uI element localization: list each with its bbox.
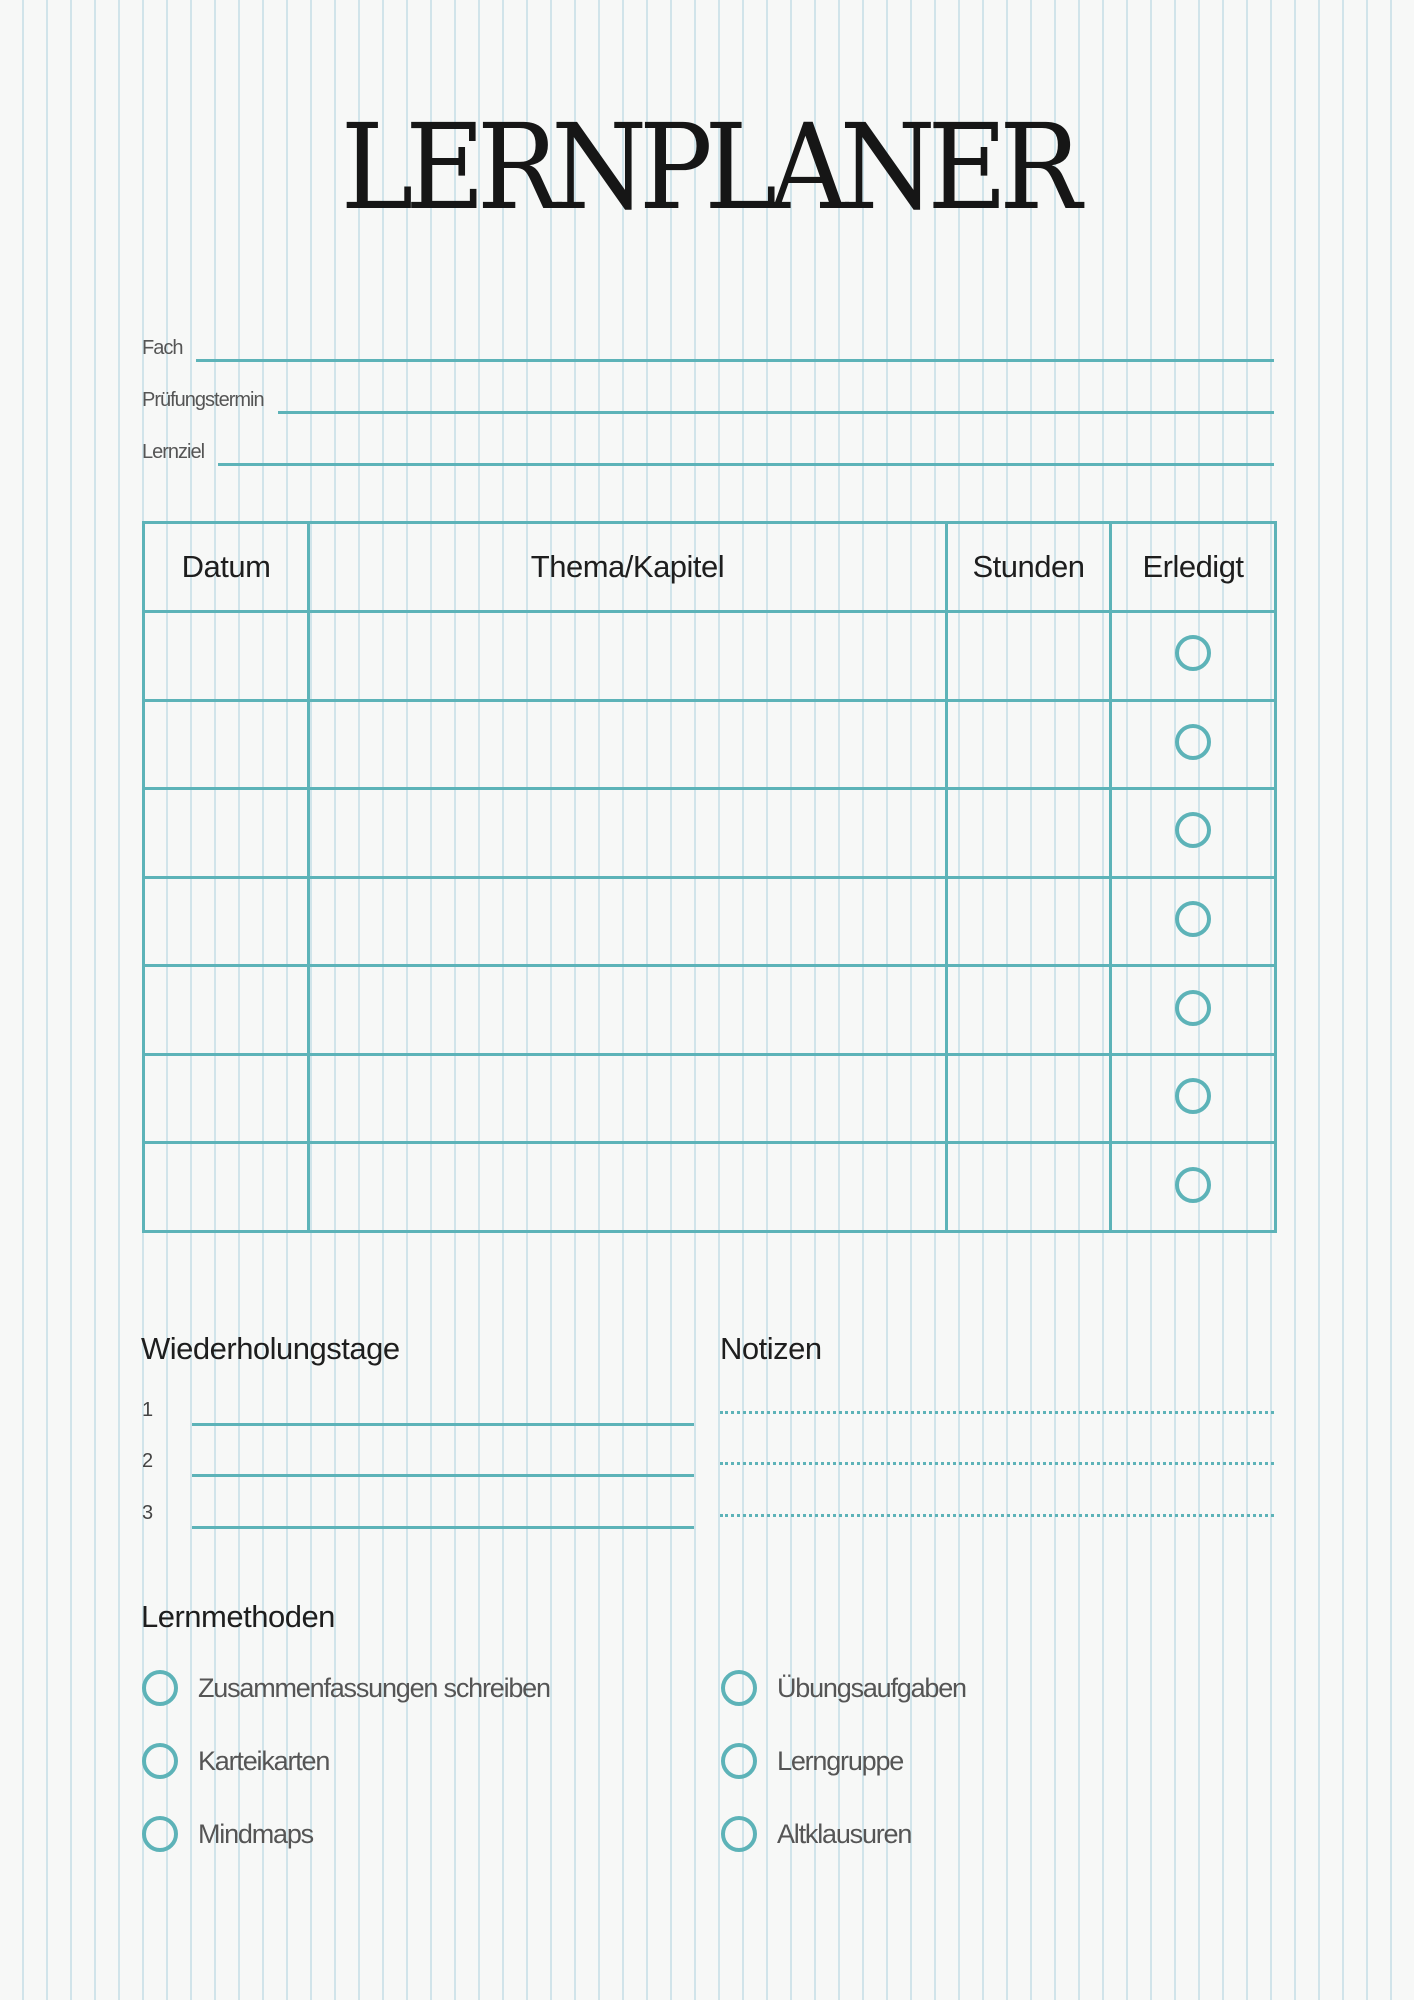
header-datum: Datum	[144, 523, 309, 612]
table-row	[144, 1143, 1276, 1232]
hours-cell[interactable]	[947, 966, 1111, 1055]
page-title: LERNPLANER	[340, 98, 1074, 236]
repetition-number: 2	[142, 1450, 154, 1472]
field-lernziel[interactable]	[142, 432, 1274, 462]
date-cell[interactable]	[144, 612, 309, 701]
hours-cell[interactable]	[947, 700, 1111, 789]
method-checkbox[interactable]	[142, 1670, 178, 1706]
methods-title: Lernmethoden	[141, 1599, 335, 1634]
date-cell[interactable]	[144, 1143, 309, 1232]
field-label: Fach	[142, 337, 183, 359]
method-item[interactable]	[142, 1741, 329, 1781]
topic-cell[interactable]	[309, 966, 947, 1055]
topic-cell[interactable]	[309, 1143, 947, 1232]
header-stunden: Stunden	[947, 523, 1111, 612]
method-label: Karteikarten	[198, 1745, 330, 1776]
notes-line[interactable]	[720, 1514, 1274, 1517]
hours-cell[interactable]	[947, 877, 1111, 966]
method-checkbox[interactable]	[721, 1670, 757, 1706]
date-cell[interactable]	[144, 966, 309, 1055]
method-label: Zusammenfassungen schreiben	[198, 1672, 550, 1703]
table-row	[144, 1054, 1276, 1143]
method-checkbox[interactable]	[142, 1816, 178, 1852]
done-cell	[1111, 700, 1276, 789]
done-cell	[1111, 1054, 1276, 1143]
date-cell[interactable]	[144, 877, 309, 966]
done-checkbox[interactable]	[1175, 812, 1211, 848]
repetition-input-line[interactable]	[192, 1423, 694, 1426]
repetition-day-3[interactable]	[142, 1497, 694, 1523]
study-plan-table	[142, 521, 1277, 1233]
repetition-day-1[interactable]	[142, 1394, 694, 1420]
method-checkbox[interactable]	[721, 1816, 757, 1852]
done-checkbox[interactable]	[1175, 724, 1211, 760]
method-label: Mindmaps	[198, 1818, 313, 1849]
done-checkbox[interactable]	[1175, 901, 1211, 937]
repetition-title: Wiederholungstage	[141, 1331, 400, 1366]
repetition-number: 3	[142, 1502, 154, 1524]
field-label: Lernziel	[142, 441, 205, 463]
method-item[interactable]	[142, 1668, 550, 1708]
date-cell[interactable]	[144, 700, 309, 789]
method-item[interactable]	[721, 1814, 911, 1854]
topic-cell[interactable]	[309, 700, 947, 789]
field-pruefungstermin[interactable]	[142, 380, 1274, 410]
method-label: Altklausuren	[777, 1818, 912, 1849]
date-cell[interactable]	[144, 1054, 309, 1143]
hours-cell[interactable]	[947, 1143, 1111, 1232]
method-checkbox[interactable]	[721, 1743, 757, 1779]
done-checkbox[interactable]	[1175, 1167, 1211, 1203]
table-row	[144, 966, 1276, 1055]
done-cell	[1111, 877, 1276, 966]
done-checkbox[interactable]	[1175, 1078, 1211, 1114]
done-cell	[1111, 789, 1276, 878]
repetition-input-line[interactable]	[192, 1526, 694, 1529]
done-checkbox[interactable]	[1175, 635, 1211, 671]
header-erledigt: Erledigt	[1111, 523, 1276, 612]
field-input-line[interactable]	[218, 463, 1274, 466]
notes-title: Notizen	[720, 1331, 822, 1366]
hours-cell[interactable]	[947, 1054, 1111, 1143]
table-row	[144, 789, 1276, 878]
method-item[interactable]	[721, 1668, 966, 1708]
done-cell	[1111, 966, 1276, 1055]
notes-line[interactable]	[720, 1462, 1274, 1465]
method-label: Übungsaufgaben	[777, 1672, 966, 1703]
method-label: Lerngruppe	[777, 1745, 904, 1776]
table-row	[144, 700, 1276, 789]
table-row	[144, 612, 1276, 701]
done-cell	[1111, 612, 1276, 701]
hours-cell[interactable]	[947, 612, 1111, 701]
field-input-line[interactable]	[196, 359, 1274, 362]
notes-line[interactable]	[720, 1411, 1274, 1414]
date-cell[interactable]	[144, 789, 309, 878]
repetition-number: 1	[142, 1399, 154, 1421]
done-checkbox[interactable]	[1175, 990, 1211, 1026]
done-cell	[1111, 1143, 1276, 1232]
header-thema-kapitel: Thema/Kapitel	[309, 523, 947, 612]
field-label: Prüfungstermin	[142, 389, 264, 411]
method-item[interactable]	[721, 1741, 903, 1781]
method-checkbox[interactable]	[142, 1743, 178, 1779]
method-item[interactable]	[142, 1814, 313, 1854]
table-row	[144, 877, 1276, 966]
repetition-day-2[interactable]	[142, 1445, 694, 1471]
topic-cell[interactable]	[309, 877, 947, 966]
hours-cell[interactable]	[947, 789, 1111, 878]
field-fach[interactable]	[142, 328, 1274, 358]
repetition-input-line[interactable]	[192, 1474, 694, 1477]
topic-cell[interactable]	[309, 1054, 947, 1143]
topic-cell[interactable]	[309, 789, 947, 878]
table-header-row	[144, 523, 1276, 612]
field-input-line[interactable]	[278, 411, 1274, 414]
topic-cell[interactable]	[309, 612, 947, 701]
